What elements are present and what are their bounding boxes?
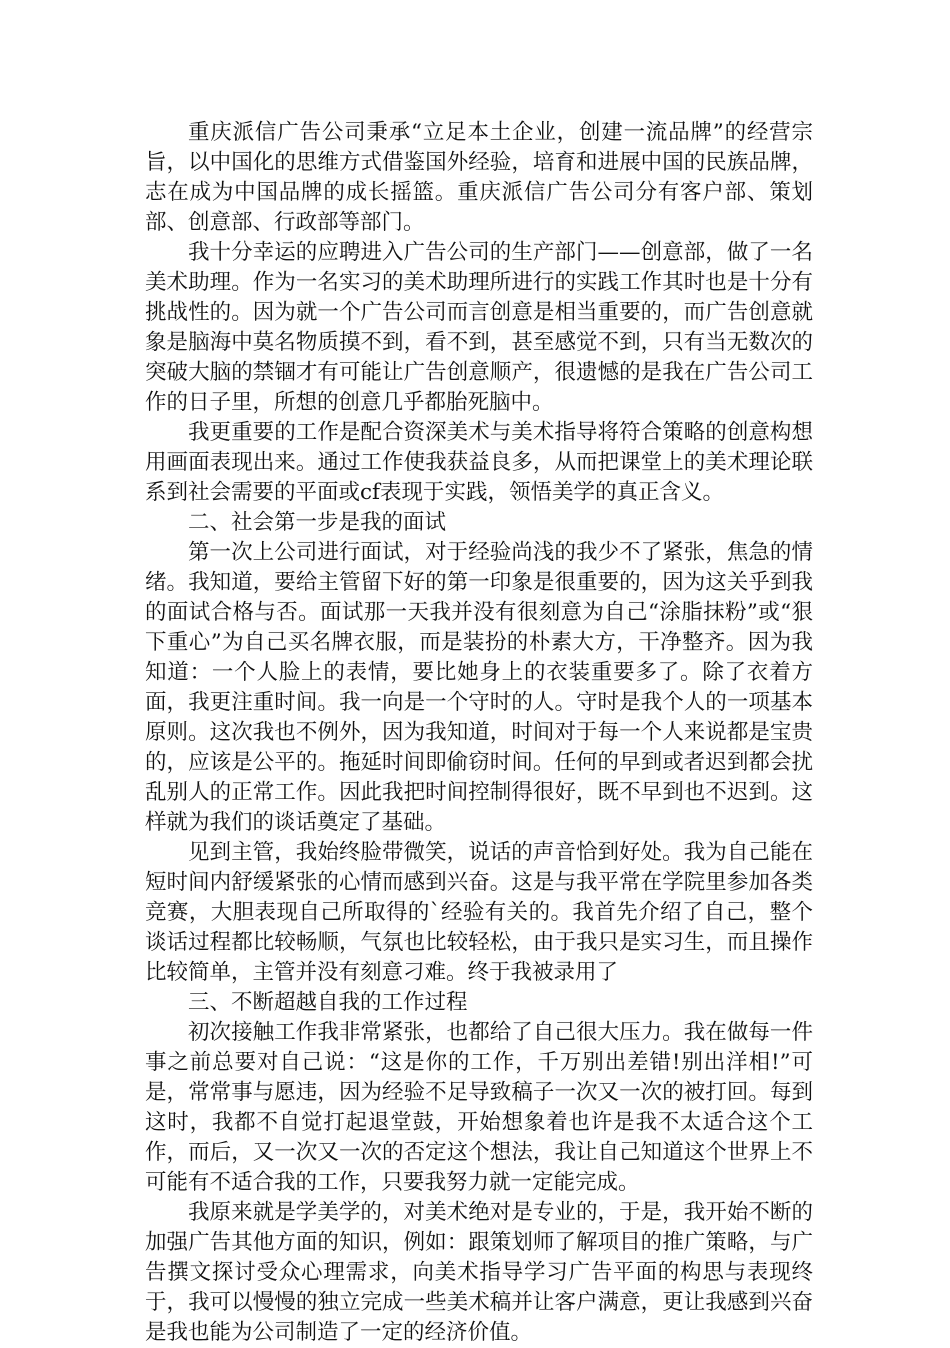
section-heading-interview: 二、社会第一步是我的面试 <box>188 510 447 535</box>
section-heading-work-process: 三、不断超越自我的工作过程 <box>188 990 468 1015</box>
paragraph-meeting-supervisor: 见到主管，我始终脸带微笑，说话的声音恰到好处。我为自己能在短时间内舒缓紧张的心情而感到兴奋。这是与我平常在学院里参加各类竞赛，大胆表现自己所取得的`经验有关的。我首先介绍了自己，整个谈话过程都比较畅顺，气氛也比较轻松，由于我只是实习生，而且操作比较简单，主管并没有刻意刁难。终于我被录用了 <box>145 840 813 985</box>
paragraph-company-intro: 重庆派信广告公司秉承“立足本土企业，创建一流品牌”的经营宗旨，以中国化的思维方式借鉴国外经验，培育和进展中国的民族品牌，志在成为中国品牌的成长摇篮。重庆派信广告公司分有客户部、策划部、创意部、行政部等部门。 <box>145 120 813 235</box>
paragraph-skill-growth: 我原来就是学美学的，对美术绝对是专业的，于是，我开始不断的加强广告其他方面的知识，例如：跟策划师了解项目的推广策略，与广告撰文探讨受众心理需求，向美术指导学习广告平面的构思与表现终于，我可以慢慢的独立完成一些美术稿并让客户满意，更让我感到兴奋是我也能为公司制造了一定的经济价值。 <box>145 1200 813 1345</box>
paragraph-creative-department: 我十分幸运的应聘进入广告公司的生产部门——创意部，做了一名美术助理。作为一名实习的美术助理所进行的实践工作其时也是十分有挑战性的。因为就一个广告公司而言创意是相当重要的，而广告创意就象是脑海中莫名物质摸不到，看不到，甚至感觉不到，只有当无数次的突破大脑的禁锢才有可能让广告创意顺产，很遗憾的是我在广告公司工作的日子里，所想的创意几乎都胎死脑中。 <box>145 240 813 415</box>
paragraph-first-contact: 初次接触工作我非常紧张，也都给了自己很大压力。我在做每一件事之前总要对自己说：“这是你的工作，千万别出差错!别出洋相!”可是，常常事与愿违，因为经验不足导致稿子一次又一次的被打回。每到这时，我都不自觉打起退堂鼓，开始想象着也许是我不太适合这个工作，而后，又一次又一次的否定这个想法，我让自己知道这个世界上不可能有不适合我的工作，只要我努力就一定能完成。 <box>145 1020 813 1195</box>
paragraph-main-work: 我更重要的工作是配合资深美术与美术指导将符合策略的创意构想用画面表现出来。通过工作使我获益良多，从而把课堂上的美术理论联系到社会需要的平面或cf表现于实践，领悟美学的真正含义。 <box>145 420 813 505</box>
paragraph-interview-preparation: 第一次上公司进行面试，对于经验尚浅的我少不了紧张，焦急的情绪。我知道，要给主管留下好的第一印象是很重要的，因为这关乎到我的面试合格与否。面试那一天我并没有很刻意为自己“涂脂抹粉”或“狠下重心”为自己买名牌衣服，而是装扮的朴素大方，干净整齐。因为我知道：一个人脸上的表情，要比她身上的衣装重要多了。除了衣着方面，我更注重时间。我一向是一个守时的人。守时是我个人的一项基本原则。这次我也不例外，因为我知道，时间对于每一个人来说都是宝贵的，应该是公平的。拖延时间即偷窃时间。任何的早到或者迟到都会扰乱别人的正常工作。因此我把时间控制得很好，既不早到也不迟到。这样就为我们的谈话奠定了基础。 <box>145 540 813 835</box>
document-page <box>145 118 813 1348</box>
